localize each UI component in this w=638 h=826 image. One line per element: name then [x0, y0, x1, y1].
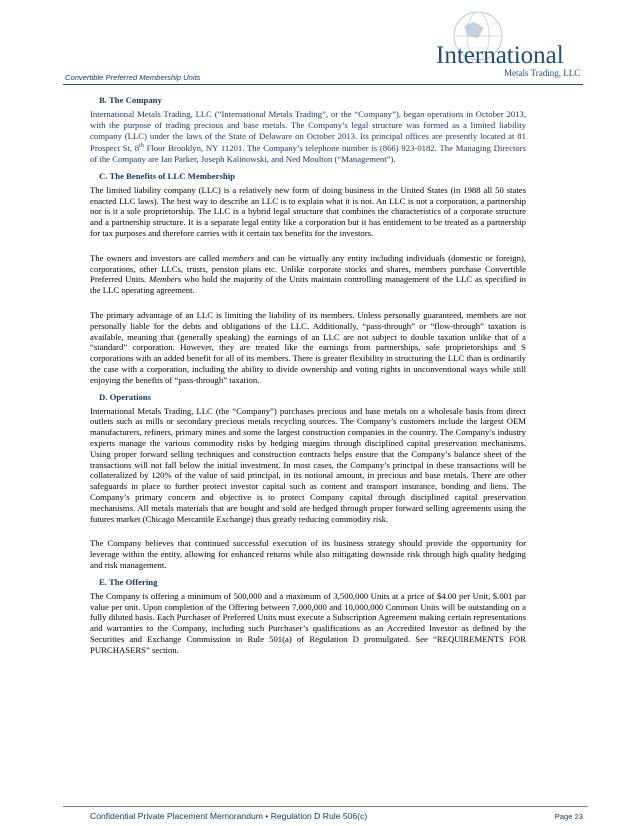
footer-text: Confidential Private Placement Memorandum • Regulation D Rule 506(c): [90, 811, 368, 821]
section-heading: B. The Company: [99, 95, 162, 105]
section-paragraph: International Metals Trading, LLC (“International Metals Trading”, or the “Company”), began operations in October 2013, with the purpose of trading precious and base metals. The Company’s legal structure was formed as a limited liability company (LLC) under the laws of the State of Delaware on October 2013. Its principal offices are presently located at 81 Prospect St, 8th Floor Brooklyn, NY 11201. The Company’s telephone number is (866) 923-0182. The Managing Directors of the Company are Ian Parker, Joseph Kalinowski, and Ned Moulton (“Management”).: [90, 109, 526, 165]
header-divider: [63, 84, 583, 85]
section-offering: [90, 577, 526, 656]
document-body: [90, 95, 526, 662]
page-number: Page 23: [554, 812, 583, 821]
section-llc-benefits: [90, 171, 526, 386]
logo-wordmark: International: [436, 42, 564, 69]
section-paragraph: The primary advantage of an LLC is limiting the liability of its members. Unless personally guaranteed, members are not personally liable for the debts and obligations of the LLC. Additionally, “pass-through” or “flow-through” taxation is available, meaning that (generally speaking) the earnings of an LLC are not subject to double taxation unlike that of a “standard” corporation. However, they are treated like the earnings from partnerships, sole proprietorships and S corporations with an added benefit for all of its members. There is greater flexibility in structuring the LLC than is ordinarily the case with a corporation, including the ability to divide ownership and voting rights in unconventional ways while still enjoying the benefits of “pass-through” taxation.: [90, 310, 526, 385]
section-paragraph: International Metals Trading, LLC (the “Company”) purchases precious and base metals on a wholesale basis from direct outlets such as mills or secondary precious metals recycling sources. The Company’s customers include the largest OEM manufacturers, refiners, primary mines and some the largest construction companies in the country. The Company’s industry experts manage the various commodity risks by hedging margins through disciplined capital preservation mechanisms. Using proper forward selling techniques and construction contracts helps ensure that the Company’s balance sheet of the transactions will not fall below the initial investment. In most cases, the Company’s principal in these transactions will be collateralized by 120% of the value of said principal, in its notional amount, in precious and base metals. There are other safeguards in place to further protect investor capital such as content and transport insurance, bonding and liens. The Company’s primary concern and objective is to protect Company capital through disciplined capital preservation mechanisms. All metals materials that are bought and sold are hedged through proper forward selling agreements using the futures market (Chicago Mercantile Exchange) thus greatly reducing commodity risk.: [90, 405, 526, 524]
section-paragraph: The Company is offering a minimum of 500,000 and a maximum of 3,500,000 Units at a price of $4.00 per Unit, $.001 par value per unit. Upon completion of the Offering between 7,000,000 and 10,000,000 Common Units will be outstanding on a fully diluted basis. Each Purchaser of Preferred Units must execute a Subscription Agreement making certain representations and warranties to the Company, including such Purchaser’s qualifications as an Accredited Investor as defined by the Securities and Exchange Commission in Rule 501(a) of Regulation D promulgated. See “REQUIREMENTS FOR PURCHASERS” section.: [90, 590, 526, 655]
company-logo: [418, 8, 588, 88]
section-heading: C. The Benefits of LLC Membership: [99, 170, 235, 181]
section-paragraph: The Company believes that continued successful execution of its business strategy should provide the opportunity for leverage within the entity, allowing for enhanced returns while also mitigating downside risk through high quality hedging and risk management.: [90, 538, 526, 570]
running-header-title: Convertible Preferred Membership Units: [65, 73, 201, 82]
section-paragraph: The owners and investors are called members and can be virtually any entity including individuals (domestic or foreign), corporations, other LLCs, trusts, pension plans etc. Unlike corporate stocks and shares, members purchase Convertible Preferred Units. Members who hold the majority of the Units maintain controlling management of the LLC as specified in the LLC operating agreement.: [90, 252, 526, 296]
globe-logo-icon: [418, 8, 588, 88]
section-heading: D. Operations: [99, 391, 152, 402]
section-paragraph: The limited liability company (LLC) is a relatively new form of doing business in the United States (in 1988 all 50 states enacted LLC laws). The best way to describe an LLC is to explain what it is not. An LLC is not a corporation, a partnership nor is it a sole proprietorship. The LLC is a hybrid legal structure that combines the characteristics of a corporate structure and a partnership structure. It is a separate legal entity like a corporation but it has entitlement to be treated as a partnership for tax purposes and therefore carries with it certain tax benefits for the investors.: [90, 184, 526, 239]
footer-divider: [63, 806, 588, 807]
section-company: [90, 95, 526, 165]
section-heading: E. The Offering: [99, 576, 158, 587]
section-operations: [90, 392, 526, 571]
logo-subtitle: Metals Trading, LLC: [504, 68, 581, 78]
